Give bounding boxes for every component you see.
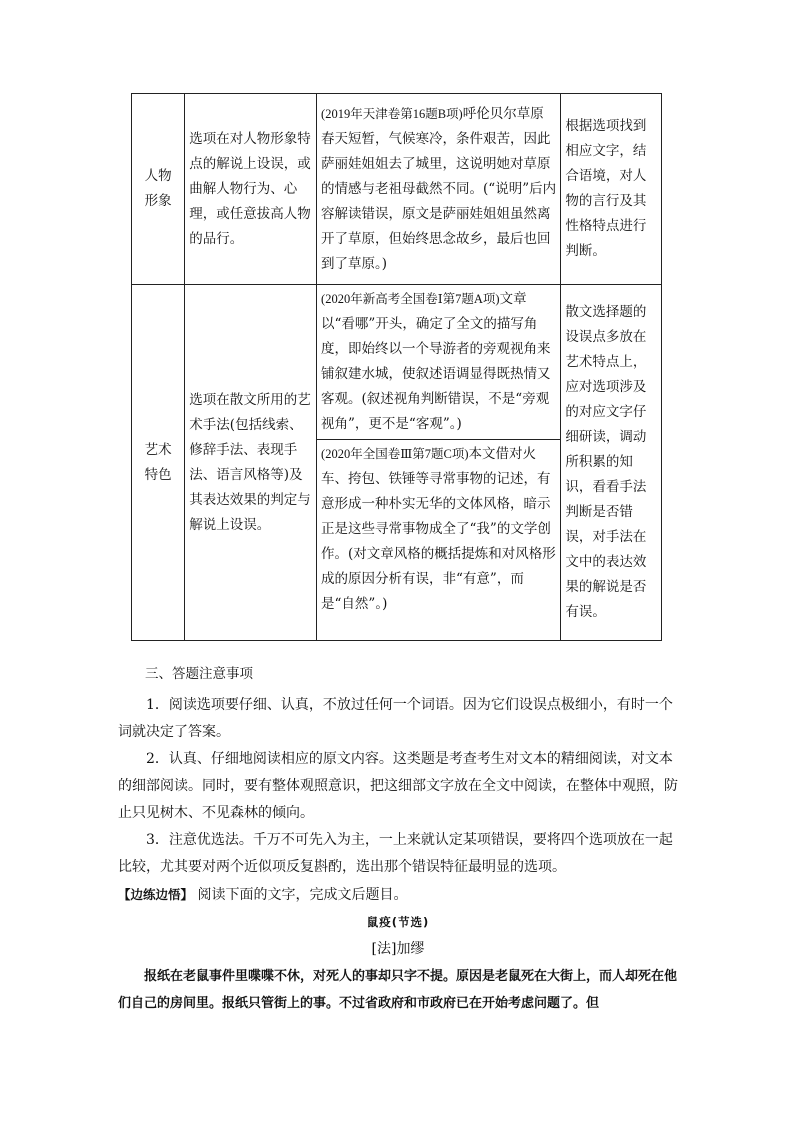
table-row [132, 94, 662, 285]
practice-instruction: 阅读下面的文字，完成文后题目。 [197, 887, 408, 903]
category-line: 艺术 [144, 441, 172, 458]
category-line: 人物 [144, 168, 172, 184]
example-text: 文章以“看哪”开头，确定了全文的描写角度，即始终以一个导游者的旁观视角来铺叙建水城，使叙述语调显得既热情又客观。(叙述视角判断错误，不是“旁观视角”，更不是“客观”。) [321, 291, 551, 432]
category-line: 形象 [144, 193, 172, 209]
example-cell [317, 285, 561, 641]
passage-title: 鼠疫(节选) [366, 915, 430, 929]
category-line: 特色 [144, 466, 172, 483]
note-item: 3．注意优选法。千万不可先入为主，一上来就认定某项错误，要将四个选项放在一起比较，尤其要对两个近似项反复斟酌，选出那个错误特征最明显的选项。 [118, 832, 673, 875]
practice-label: 【边练边悟】 [118, 887, 194, 902]
passage-author: [法]加缪 [371, 941, 425, 957]
example-block [317, 439, 560, 619]
section-heading: 三、答题注意事项 [145, 666, 253, 682]
practice-line [118, 881, 678, 909]
passage-paragraph: 报纸在老鼠事件里喋喋不休，对死人的事却只字不提。原因是老鼠死在大街上，而人却死在他们自己的房间里。报纸只管街上的事。不过省政府和市政府已在开始考虑问题了。但 [118, 969, 678, 1011]
table-row [132, 285, 662, 641]
method-cell: 散文选择题的设误点多放在艺术特点上，应对选项涉及的对应文字仔细研读，调动所积累的知识，看看手法判断是否错误，对手法在文中的表达效果的解说是否有误。 [561, 285, 662, 641]
example-source: (2020年全国卷Ⅲ第7题C项) [321, 447, 469, 461]
example-block [317, 285, 560, 439]
example-cell [317, 94, 561, 285]
example-text: 本文借对火车、挎包、铁锤等寻常事物的记述，有意形成一种朴实无华的文体风格，暗示正是这些寻常事物成全了“我”的文学创作。(对文章风格的概括提炼和对风格形成的原因分析有误，非“有意”，而是“自然”。) [321, 446, 556, 612]
comparison-table [131, 93, 662, 641]
example-source: (2020年新高考全国卷Ⅰ第7题A项) [321, 292, 500, 306]
notes-section [118, 661, 678, 1017]
description-cell: 选项在散文所用的艺术手法(包括线索、修辞手法、表现手法、语言风格等)及其表达效果的判定与解说上设误。 [185, 285, 317, 641]
description-cell: 选项在对人物形象特点的解说上设误，或曲解人物行为、心理，或任意拔高人物的品行。 [185, 94, 317, 285]
example-source: (2019年天津卷第16题B项) [321, 106, 463, 121]
example-text: 呼伦贝尔草原春天短暂，气候寒冷，条件艰苦，因此萨丽娃姐姐去了城里，这说明她对草原的情感与老祖母截然不同。(“说明”后内容解读错误，原文是萨丽娃姐姐虽然离开了草原，但始终思念故乡，最后也回到了草原。) [321, 105, 557, 272]
method-cell: 根据选项找到相应文字，结合语境，对人物的言行及其性格特点进行判断。 [561, 94, 662, 285]
category-cell [132, 285, 185, 641]
note-item: 2．认真、仔细地阅读相应的原文内容。这类题是考查考生对文本的精细阅读，对文本的细部阅读。同时，要有整体观照意识，把这细部文字放在全文中阅读，在整体中观照，防止只见树木、不见森林的倾向。 [118, 751, 678, 821]
note-item: 1．阅读选项要仔细、认真，不放过任何一个词语。因为它们设误点极细小，有时一个词就决定了答案。 [118, 697, 673, 740]
category-cell [132, 94, 185, 285]
